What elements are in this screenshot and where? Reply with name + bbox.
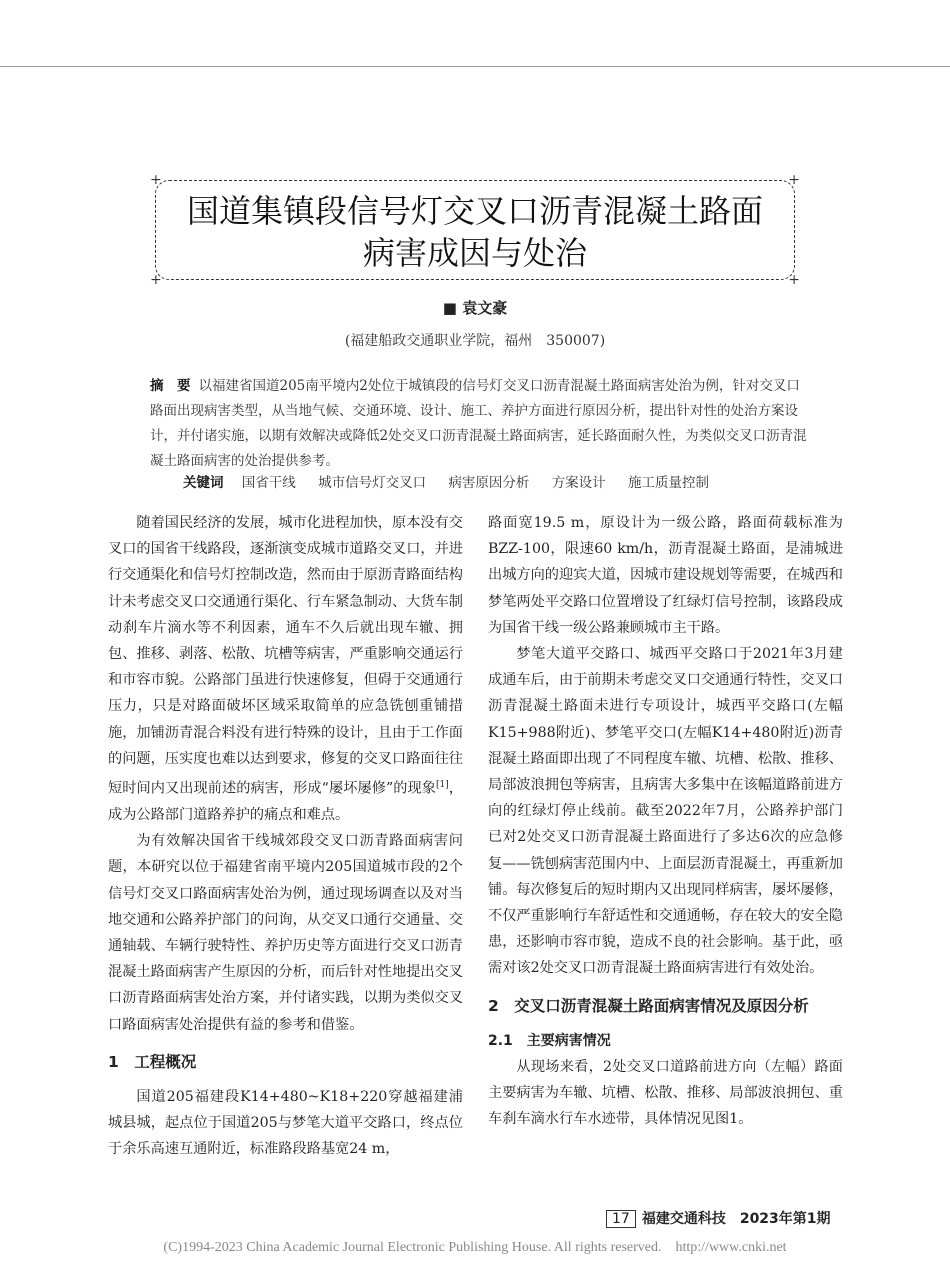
keyword: 方案设计	[551, 475, 606, 491]
header-rule	[0, 66, 950, 67]
frame-corner-mark: +	[788, 172, 800, 188]
keyword: 城市信号灯交叉口	[318, 475, 427, 491]
abstract	[150, 374, 810, 474]
body-paragraph: 随着国民经济的发展，城市化进程加快，原本没有交叉口的国省干线路段，逐渐演变成城市道路交叉口，并进行交通渠化和信号灯控制改造，然而由于原沥青路面结构计未考虑交叉口交通通行渠化、行车紧急制动、大货车制动刹车片滴水等不利因素，通车不久后就出现车辙、拥包、推移、剥落、松散、坑槽等病害，严重影响交通运行和市容市貌。公路部门虽进行快速修复，但碍于交通通行压力，只是对路面破坏区域采取简单的应急铣刨重铺措施，加铺沥青混合料没有进行特殊的设计，且由于工作面的问题，压实度也难以达到要求，修复的交叉口路面往往短时间内又出现前述的病害，形成“屡坏屡修”的现象[1]，成为公路部门道路养护的痛点和难点。	[108, 515, 463, 823]
article-title-line1: 国道集镇段信号灯交叉口沥青混凝土路面	[186, 192, 763, 230]
affiliation: (福建船政交通职业学院，福州 350007)	[344, 333, 606, 349]
copyright-watermark: (C)1994-2023 China Academic Journal Electronic Publishing House. All rights reserved. http://www.cnki.net	[163, 1240, 787, 1255]
frame-corner-mark: +	[788, 272, 800, 288]
page-number: 17	[606, 1210, 636, 1228]
left-column	[108, 510, 463, 1162]
right-column	[488, 510, 843, 1132]
subsection-heading-2-1: 2.1 主要病害情况	[488, 1032, 611, 1049]
journal-name: 福建交通科技 2023年第1期	[641, 1211, 831, 1227]
section-heading-2: 2 交叉口沥青混凝土路面病害情况及原因分析	[488, 996, 809, 1015]
body-paragraph: 路面宽19.5 m，原设计为一级公路，路面荷载标准为BZZ-100，限速60 km/h，沥青混凝土路面，是浦城进出城方向的迎宾大道，因城市建设规划等需要，在城西和梦笔两处平交路口位置增设了红绿灯信号控制，该路段成为国省干线一级公路兼顾城市主干路。	[488, 515, 843, 636]
body-paragraph: 为有效解决国省干线城郊段交叉口沥青路面病害问题，本研究以位于福建省南平境内205国道城市段的2个信号灯交叉口路面病害处治为例，通过现场调查以及对当地交通和公路养护部门的问询，从交叉口通行交通量、交通轴载、车辆行驶特性、养护历史等方面进行交叉口沥青混凝土路面病害产生原因的分析，而后针对性地提出交叉口沥青路面病害处治方案，并付诸实践，以期为类似交叉口路面病害处治提供有益的参考和借鉴。	[108, 833, 463, 1033]
author: ■ 袁文豪	[442, 299, 508, 317]
abstract-label: 摘 要	[150, 378, 191, 394]
keyword: 病害原因分析	[448, 475, 530, 491]
frame-corner-mark: +	[150, 172, 162, 188]
body-paragraph: 国道205福建段K14+480~K18+220穿越福建浦城县城，起点位于国道205与梦笔大道平交路口，终点位于余乐高速互通附近，标准路段路基宽24 m，	[108, 1088, 463, 1158]
article-title-line2: 病害成因与处治	[362, 234, 587, 272]
body-paragraph: 梦笔大道平交路口、城西平交路口于2021年3月建成通车后，由于前期未考虑交叉口交通通行特性，交叉口沥青混凝土路面未进行专项设计，城西平交路口(左幅K15+988附近)、梦笔平交口(左幅K14+480附近)沥青混凝土路面即出现了不同程度车辙、坑槽、松散、推移、局部波浪拥包等病害，且病害大多集中在该幅道路前进方向的红绿灯停止线前。截至2022年7月，公路养护部门已对2处交叉口沥青混凝土路面进行了多达6次的应急修复——铣刨病害范围内中、上面层沥青混凝土，再重新加铺。每次修复后的短时期内又出现同样病害，屡坏屡修，不仅严重影响行车舒适性和交通通畅，存在较大的安全隐患，还影响市容市貌，造成不良的社会影响。基于此，亟需对该2处交叉口沥青混凝土路面病害进行有效处治。	[488, 646, 843, 977]
keywords	[183, 471, 823, 491]
keywords-label: 关键词	[183, 475, 224, 491]
keyword: 国省干线	[241, 475, 296, 491]
section-heading-1: 1 工程概况	[108, 1052, 197, 1071]
citation-ref: [1]	[435, 780, 449, 791]
frame-corner-mark: +	[150, 272, 162, 288]
body-paragraph: 从现场来看，2处交叉口道路前进方向（左幅）路面主要病害为车辙、坑槽、松散、推移、局部波浪拥包、重车刹车滴水行车水迹带，具体情况见图1。	[488, 1058, 843, 1128]
keyword: 施工质量控制	[627, 475, 709, 491]
article-title	[155, 190, 795, 274]
abstract-text: 以福建省国道205南平境内2处位于城镇段的信号灯交叉口沥青混凝土路面病害处治为例，针对交叉口路面出现病害类型，从当地气候、交通环境、设计、施工、养护方面进行原因分析，提出针对性的处治方案设计，并付诸实施，以期有效解决或降低2处交叉口沥青混凝土路面病害，延长路面耐久性，为类似交叉口沥青混凝土路面病害的处治提供参考。	[150, 378, 807, 469]
page-footer	[606, 1208, 831, 1228]
